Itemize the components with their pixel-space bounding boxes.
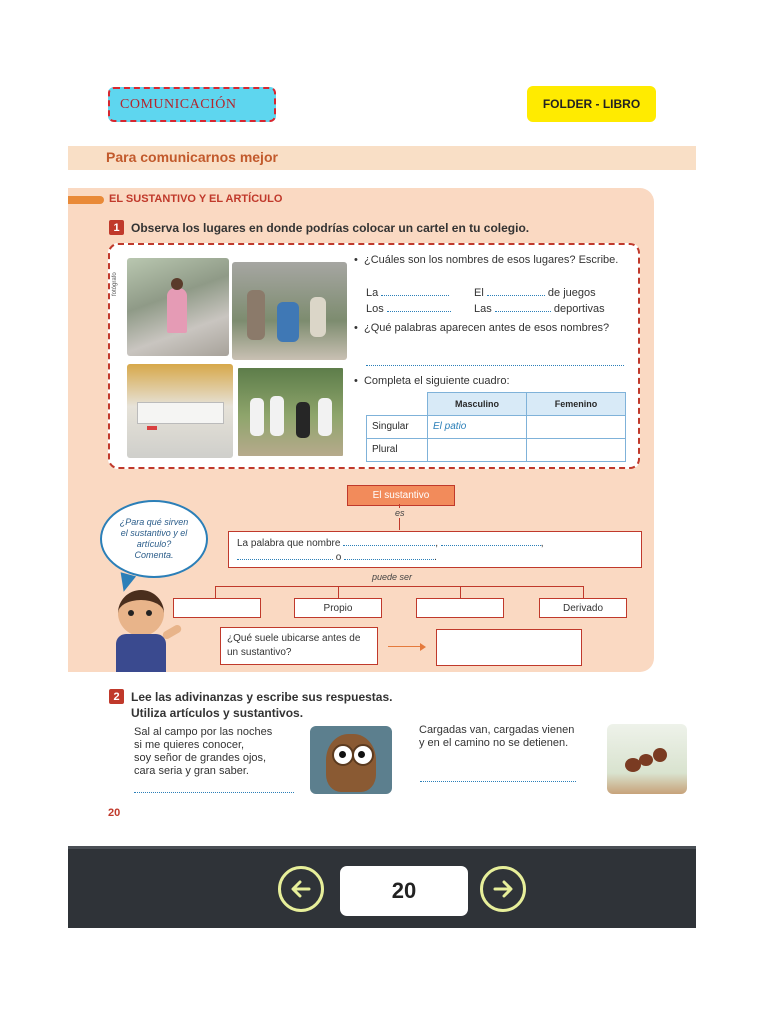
definition-blank-1[interactable] xyxy=(343,545,435,546)
riddle-1-line: si me quieres conocer, xyxy=(134,739,245,751)
bullet-1-text: ¿Cuáles son los nombres de esos lugares? Escribe. xyxy=(363,254,619,266)
riddle-1-answer-line[interactable] xyxy=(134,792,294,793)
subject-tag: COMUNICACIÓN xyxy=(108,87,276,122)
owl-image xyxy=(310,726,392,794)
band-title: Para comunicarnos mejor xyxy=(106,149,278,165)
ant-image xyxy=(607,724,687,794)
connector-puede-ser: puede ser xyxy=(372,572,413,582)
folder-book-tag[interactable]: FOLDER - LIBRO xyxy=(527,86,656,122)
table-header-femenino: Femenino xyxy=(527,393,626,416)
type-box-3[interactable] xyxy=(416,598,504,618)
bullet-dot: • xyxy=(354,254,364,266)
branch-tick xyxy=(215,586,216,598)
branch-tick xyxy=(338,586,339,598)
fill-las-blank[interactable] xyxy=(495,311,551,312)
riddle-1-line: Sal al campo por las noches xyxy=(134,726,273,738)
playground-photo xyxy=(232,262,347,360)
question-2-number: 2 xyxy=(109,689,124,704)
table-cell[interactable] xyxy=(527,438,626,461)
riddle-2-line: Cargadas van, cargadas vienen xyxy=(419,724,575,736)
definition-text: La palabra que nombre xyxy=(237,538,341,549)
riddle-1-line: cara seria y gran saber. xyxy=(134,765,249,777)
answer-box[interactable] xyxy=(436,629,582,666)
table-cell[interactable]: El patio xyxy=(428,415,527,438)
bullet-dot: • xyxy=(354,322,364,334)
bullet-1 xyxy=(354,253,630,267)
fill-el-blank[interactable] xyxy=(487,295,545,296)
table-header-masculino: Masculino xyxy=(428,393,527,416)
bullet-3 xyxy=(354,374,510,388)
kid-character xyxy=(102,590,182,672)
definition-blank-4[interactable] xyxy=(344,559,434,560)
arrowhead-icon xyxy=(420,643,426,651)
school-entrance-photo xyxy=(127,258,229,356)
riddle-2 xyxy=(419,724,574,750)
concept-root: El sustantivo xyxy=(347,485,455,506)
fill-la-label: La xyxy=(366,287,379,299)
current-page-indicator[interactable]: 20 xyxy=(340,866,468,916)
fill-el xyxy=(474,286,596,300)
photo-credit: fotógrafo xyxy=(112,272,118,296)
connector-es: es xyxy=(395,508,405,518)
question-box: ¿Qué suele ubicarse antes de un sustantivo? xyxy=(220,627,378,665)
definition-blank-2[interactable] xyxy=(441,545,541,546)
arrow-right-icon xyxy=(388,646,424,647)
fill-deportivas: deportivas xyxy=(553,303,605,315)
bullet-2-answer-line[interactable] xyxy=(366,365,624,366)
type-box-1[interactable] xyxy=(173,598,261,618)
table-row-label: Plural xyxy=(367,438,428,461)
riddle-1-line: soy señor de grandes ojos, xyxy=(134,752,267,764)
section-marker xyxy=(68,196,104,204)
riddle-2-line: y en el camino no se detienen. xyxy=(419,737,569,749)
table-cell[interactable] xyxy=(527,415,626,438)
next-page-button[interactable] xyxy=(480,866,526,912)
definition-box: La palabra que nombre , , o . xyxy=(228,531,642,568)
bullet-2-text: ¿Qué palabras aparecen antes de esos nombres? xyxy=(363,322,610,334)
type-box-derivado[interactable]: Derivado xyxy=(539,598,627,618)
question-1-number: 1 xyxy=(109,220,124,235)
branch-tick xyxy=(460,586,461,598)
bullet-2 xyxy=(354,321,624,335)
table-corner xyxy=(367,393,428,416)
bathroom-photo xyxy=(127,364,233,458)
fill-los xyxy=(366,302,451,316)
question-1-text: Observa los lugares en donde podrías colocar un cartel en tu colegio. xyxy=(131,221,530,235)
arrow-left-icon xyxy=(289,877,313,901)
fill-la-blank[interactable] xyxy=(381,295,449,296)
fill-los-label: Los xyxy=(366,303,384,315)
riddle-1 xyxy=(134,726,272,778)
definition-blank-3[interactable] xyxy=(237,559,333,560)
riddle-2-answer-line[interactable] xyxy=(420,781,576,782)
fill-los-blank[interactable] xyxy=(387,311,451,312)
fill-el-label: El xyxy=(474,287,484,299)
printed-page-number: 20 xyxy=(108,807,121,819)
bullet-dot: • xyxy=(354,375,364,387)
bubble-text: ¿Para qué sirven el sustantivo y el artículo? Comenta. xyxy=(119,517,189,560)
section-title: EL SUSTANTIVO Y EL ARTÍCULO xyxy=(109,193,283,205)
fill-las-label: Las xyxy=(474,303,492,315)
sports-field-photo xyxy=(236,366,345,458)
fill-la xyxy=(366,286,449,300)
fill-las xyxy=(474,302,605,316)
table-cell[interactable] xyxy=(428,438,527,461)
branch-tick xyxy=(583,586,584,598)
question-2-text: Lee las adivinanzas y escribe sus respuestas. Utiliza artículos y sustantivos. xyxy=(131,690,393,720)
arrow-right-icon xyxy=(491,877,515,901)
type-box-propio[interactable]: Propio xyxy=(294,598,382,618)
definition-o: o xyxy=(335,552,342,563)
fill-de-juegos: de juegos xyxy=(547,287,596,299)
table-row-label: Singular xyxy=(367,415,428,438)
speech-bubble xyxy=(100,500,208,578)
bullet-3-text: Completa el siguiente cuadro: xyxy=(363,375,510,387)
prev-page-button[interactable] xyxy=(278,866,324,912)
grammar-table xyxy=(366,392,626,462)
branch-line xyxy=(215,586,583,587)
